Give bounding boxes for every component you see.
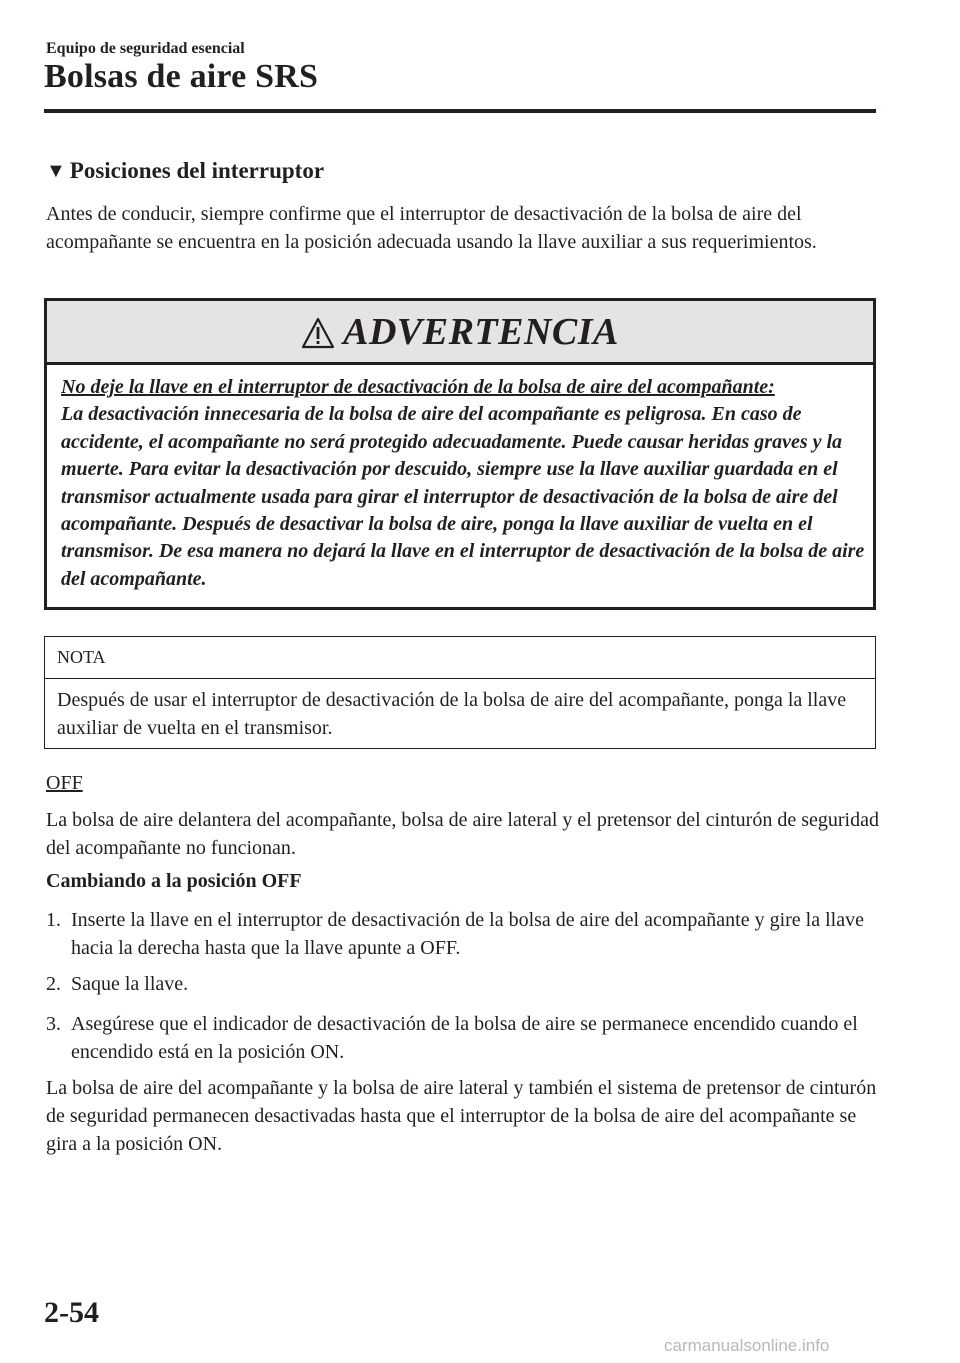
step-item xyxy=(46,906,881,962)
warning-lead: No deje la llave en el interruptor de desactivación de la bolsa de aire del acompañante: xyxy=(61,376,775,398)
warning-body xyxy=(61,374,873,593)
off-heading: OFF xyxy=(46,772,83,794)
triangle-bullet-icon: ▼ xyxy=(46,159,66,182)
step-item xyxy=(46,970,881,998)
note-header xyxy=(45,637,875,679)
off-description: La bolsa de aire delantera del acompañante, bolsa de aire lateral y el pretensor del cinturón de seguridad del acompañante no funcionan. xyxy=(46,809,879,859)
page-number: 2-54 xyxy=(44,1296,99,1329)
change-to-off-heading: Cambiando a la posición OFF xyxy=(46,870,302,892)
step-text: Asegúrese que el indicador de desactivación de la bolsa de aire se permanece encendido cuando el encendido está en la posición ON. xyxy=(71,1013,858,1063)
intro-paragraph: Antes de conducir, siempre confirme que el interruptor de desactivación de la bolsa de aire del acompañante se encuentra en la posición adecuada usando la llave auxiliar a sus requerimientos. xyxy=(46,203,817,253)
watermark: carmanualsonline.info xyxy=(664,1336,830,1355)
step-text: Inserte la llave en el interruptor de desactivación de la bolsa de aire del acompañante y gire la llave hacia la derecha hasta que la llave apunte a OFF. xyxy=(71,909,864,959)
page-title: Bolsas de aire SRS xyxy=(44,58,319,95)
warning-triangle-icon xyxy=(301,317,335,349)
warning-box xyxy=(44,298,876,610)
subheading-text: Posiciones del interruptor xyxy=(69,158,325,183)
final-paragraph: La bolsa de aire del acompañante y la bolsa de aire lateral y también el sistema de pretensor de cinturón de seguridad permanecen desactivadas hasta que el interruptor de la bolsa de aire del acompañante se gira a la posición ON. xyxy=(46,1077,877,1155)
note-box xyxy=(44,636,876,749)
warning-text: La desactivación innecesaria de la bolsa de aire del acompañante es peligrosa. En caso de accidente, el acompañante no será protegido adecuadamente. Puede causar heridas graves y la muerte. Para evitar la desactivación por descuido, siempre use la llave auxiliar guardada en el transmisor actualmente usada para girar el interruptor de desactivación de la bolsa de aire del acompañante. Después de desactivar la bolsa de aire, ponga la llave auxiliar de vuelta en el transmisor. De esa manera no dejará la llave en el interruptor de desactivación de la bolsa de aire del acompañante. xyxy=(61,403,865,590)
note-text: Después de usar el interruptor de desactivación de la bolsa de aire del acompañante, ponga la llave auxiliar de vuelta en el transmisor. xyxy=(57,689,847,739)
step-item xyxy=(46,1010,881,1066)
title-divider xyxy=(44,109,876,113)
warning-header xyxy=(47,301,873,365)
section-label: Equipo de seguridad esencial xyxy=(46,40,245,57)
step-number: 2. xyxy=(46,973,61,995)
note-label: NOTA xyxy=(57,647,106,667)
step-number: 1. xyxy=(46,909,61,931)
section-subheading xyxy=(46,158,324,184)
warning-title: ADVERTENCIA xyxy=(343,310,619,353)
step-number: 3. xyxy=(46,1013,61,1035)
step-text: Saque la llave. xyxy=(71,973,189,995)
